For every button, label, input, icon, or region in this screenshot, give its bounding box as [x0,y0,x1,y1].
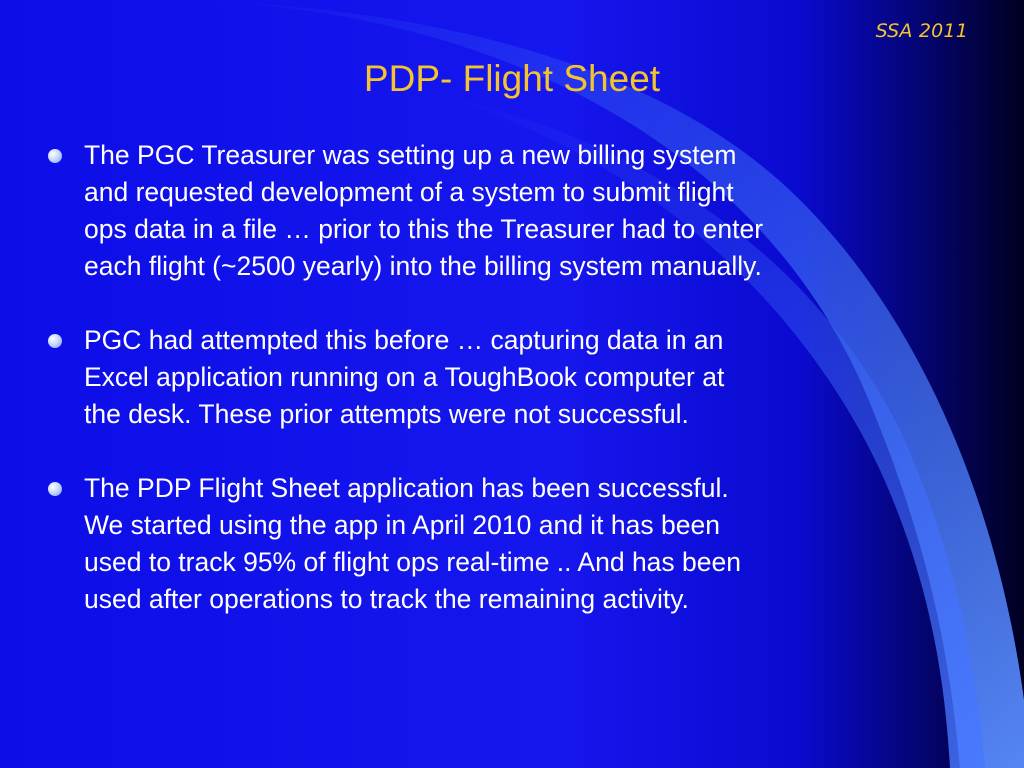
bullet-dot-icon [48,334,62,348]
bullet-line: Excel application running on a ToughBook computer at [84,362,725,392]
bullet-line: PGC had attempted this before … capturing data in an [84,325,724,355]
bullet-dot-icon [48,482,62,496]
bullet-line: and requested development of a system to submit flight [84,177,734,207]
bullet-line: each flight (~2500 yearly) into the billing system manually. [84,251,762,281]
bullet-list [48,137,978,655]
bullet-line: The PGC Treasurer was setting up a new billing system [84,140,737,170]
bullet-item [48,322,978,433]
bullet-line: used to track 95% of flight ops real-time .. And has been [84,547,741,577]
bullet-item [48,137,978,285]
slide-title: PDP- Flight Sheet [363,58,661,99]
bullet-line: the desk. These prior attempts were not successful. [84,399,689,429]
bullet-line: ops data in a file … prior to this the Treasurer had to enter [84,214,764,244]
bullet-line: used after operations to track the remaining activity. [84,584,689,614]
header-tag: SSA 2011 [875,20,968,42]
bullet-line: The PDP Flight Sheet application has been successful. [84,473,729,503]
bullet-item [48,470,978,618]
bullet-dot-icon [48,149,62,163]
bullet-line: We started using the app in April 2010 and it has been [84,510,720,540]
